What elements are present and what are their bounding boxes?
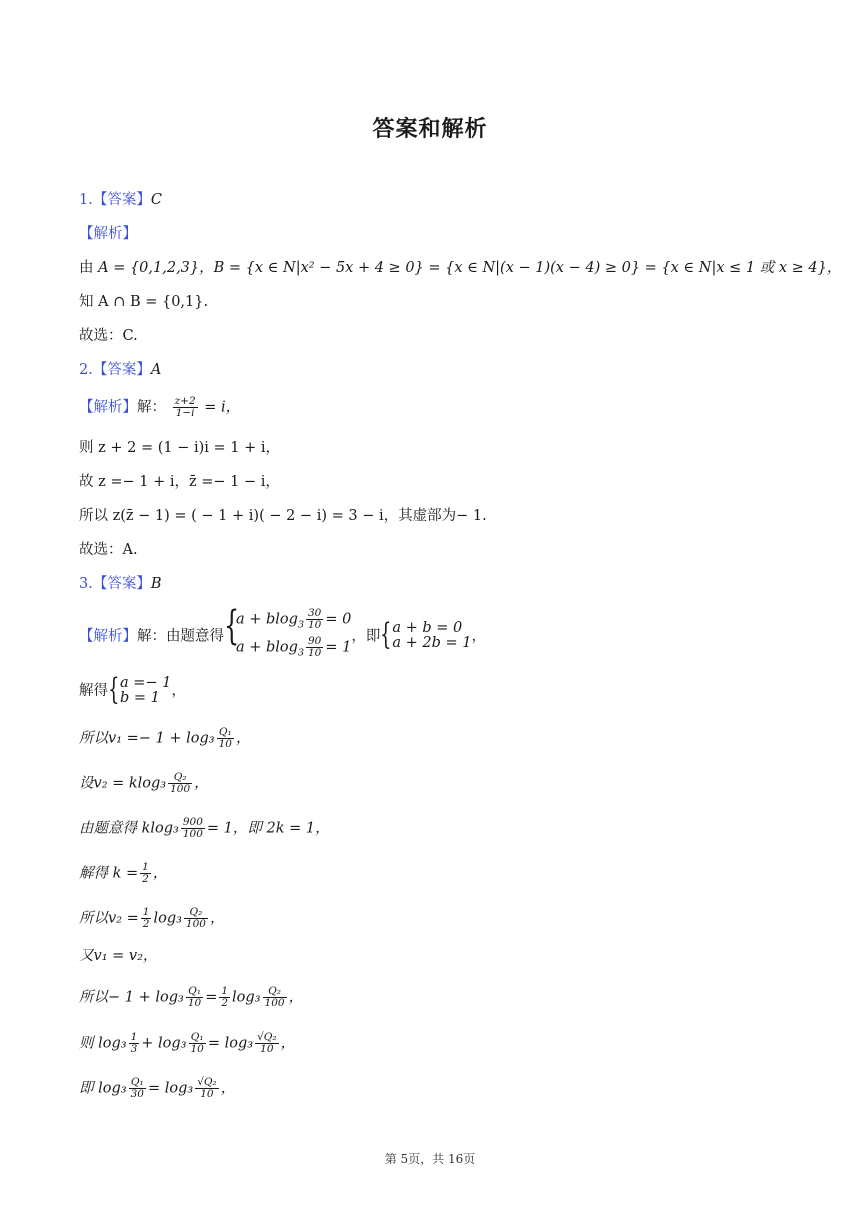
q1-line1: 由 A = {0,1,2,3}，B = {x ∈ N|x² − 5x + 4 ≥ 0} = {x ∈ N|(x − 1)(x − 4) ≥ 0} = {x ∈ N|x ≤ 1 或 x ≥ 4}， bbox=[79, 260, 842, 276]
q2-line4: 所以 z(z̄ − 1) = ( − 1 + i)( − 2 − i) = 3 − i，其虚部为− 1. bbox=[79, 508, 487, 524]
q2-choice: 故选：A. bbox=[79, 542, 138, 558]
q1-analysis-label: 【解析】 bbox=[79, 226, 137, 242]
q3-v2-line: 所以v₂ = $\frac{1}{2}$ log₃ $\frac{\text{Q₂}}{100}$ ， bbox=[79, 906, 225, 930]
q3-line11: 即 log₃ $\frac{\text{Q₁}}{30}$ = log₃ $\frac{\text{√Q₂}}{10}$ ， bbox=[79, 1076, 236, 1100]
q1-answer-label: 1.【答案】 bbox=[79, 192, 151, 208]
q2-answer: 2.【答案】A bbox=[79, 362, 162, 378]
q3-line10: 则 log₃ $\frac{1}{3}$ + log₃ $\frac{\text{Q₁}}{10}$ = log₃ $\frac{\text{√Q₂}}{10}$ ， bbox=[79, 1031, 296, 1055]
q3-system-3: { a =− 1 b = 1 bbox=[108, 672, 172, 707]
q3-line9: 所以− 1 + log₃ $\frac{\text{Q₁}}{10}$ = $\frac{1}{2}$ log₃ $\frac{\text{Q₂}}{100}$ ， bbox=[79, 985, 304, 1009]
q1-answer-value: C bbox=[150, 192, 162, 208]
q3-solve-line: 解得 { a =− 1 b = 1 ， bbox=[79, 672, 186, 707]
page-title: 答案和解析 bbox=[372, 117, 488, 142]
q3-equal-line: 又v₁ = v₂， bbox=[79, 948, 158, 964]
q3-k-line: 解得 k = $\frac{1}{2}$ ， bbox=[79, 861, 168, 885]
q1-answer bbox=[79, 190, 162, 210]
q3-answer: 3.【答案】B bbox=[79, 576, 162, 592]
q3-system-line: 【解析】解：由题意得 { a + blog$_3$ $\frac{30}{10}$ = 0 a + blog$_3$ $\frac{90}{10}$ = 1 ，即 { a + b = 0 a + 2b = 1 ， bbox=[79, 608, 486, 665]
q2-line3: 故 z =− 1 + i，z̄ =− 1 − i， bbox=[79, 474, 280, 490]
q2-analysis: 【解析】解： $\frac{z+2}{1-i}$ = i， bbox=[79, 395, 241, 419]
q3-v1-line: 所以v₁ =− 1 + log₃ $\frac{\text{Q₁}}{10}$ ， bbox=[79, 726, 251, 750]
page-footer: 第 5页，共 16页 bbox=[384, 1152, 476, 1166]
q3-system-1: { a + blog$_3$ $\frac{30}{10}$ = 0 a + blog$_3$ $\frac{90}{10}$ = 1 bbox=[224, 603, 352, 660]
q3-v2-def: 设v₂ = klog₃ $\frac{\text{Q₂}}{100}$ ， bbox=[79, 771, 209, 795]
q3-system-2: { a + b = 0 a + 2b = 1 bbox=[380, 617, 472, 653]
q2-line2: 则 z + 2 = (1 − i)i = 1 + i， bbox=[79, 440, 280, 456]
q1-line2: 知 A ∩ B = {0,1}. bbox=[79, 294, 209, 310]
q3-condition: 由题意得 klog₃ $\frac{900}{100}$ = 1，即 2k = 1， bbox=[79, 816, 330, 840]
q2-fraction: $\frac{z+2}{1-i}$ bbox=[174, 395, 196, 419]
q1-choice: 故选：C. bbox=[79, 328, 138, 344]
